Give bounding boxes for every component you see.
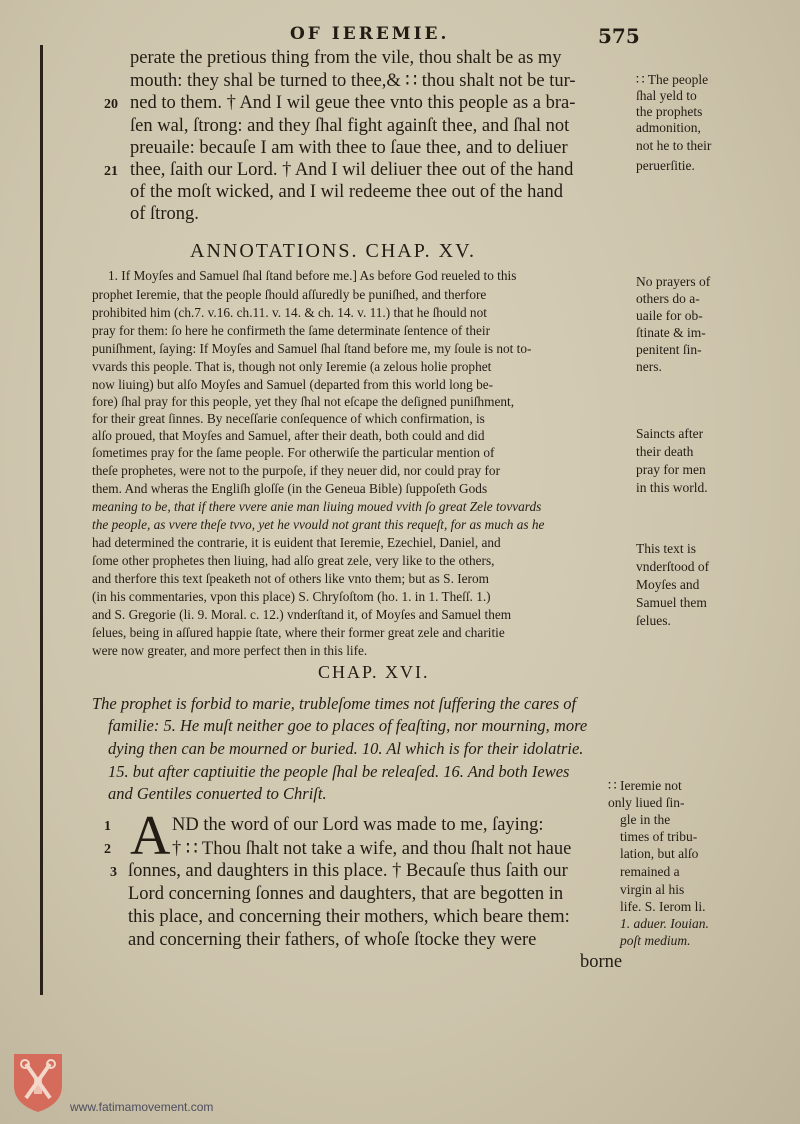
margin-note-line: peruerſitie. [636, 158, 695, 173]
margin-note-line: times of tribu- [620, 829, 698, 844]
margin-note-line: ſtinate & im- [636, 325, 706, 340]
margin-note-line: No prayers of [636, 274, 711, 289]
margin-note-line: only liued ſin- [608, 795, 685, 810]
keys-shield-logo-icon [12, 1052, 64, 1114]
annotation-line: prohibited him (ch.7. v.16. ch.11. v. 14. & ch. 14. v. 11.) that he ſhould not [92, 305, 487, 320]
margin-note-line: ners. [636, 359, 662, 374]
text-line: this place, and concerning their mothers, which beare them: [128, 907, 570, 927]
text-line: † ∷ Thou ſhalt not take a wife, and thou ſhalt not haue [172, 839, 572, 859]
annotation-line: had determined the contrarie, it is euident that Ieremie, Ezechiel, Daniel, and [92, 535, 501, 550]
text-line: preuaile: becauſe I am with thee to ſaue thee, and to deliuer [130, 138, 568, 158]
margin-note-line: gle in the [620, 812, 671, 827]
margin-note-line: others do a- [636, 291, 700, 306]
argument-line: familie: 5. He muſt neither goe to places of feaſting, nor mourning, more [108, 716, 588, 735]
annotation-line: and therfore this text ſpeaketh not of others like vnto them; but as S. Ierom [92, 571, 489, 586]
margin-note-line: Saincts after [636, 426, 704, 441]
annotation-line: theſe prophetes, were not to the purpoſe, if they neuer did, nor could pray for [92, 463, 501, 478]
annotation-line: (in his commentaries, vpon this place) S. Chryſoſtom (ho. 1. in 1. Theſſ. 1.) [92, 589, 491, 604]
text-line: Lord concerning ſonnes and daughters, that are begotten in [128, 884, 564, 904]
argument-line: The prophet is forbid to marie, trubleſome times not ſuffering the cares of [92, 694, 577, 713]
verse-number: 3 [110, 865, 117, 880]
margin-note-line: virgin al his [620, 882, 685, 897]
verse-number: 21 [104, 164, 118, 179]
margin-note-line: 1. aduer. Iouian. [620, 916, 709, 931]
annotation-line: vvards this people. That is, though not only Ieremie (a zelous holie prophet [92, 359, 492, 374]
margin-note-line: ∷ The people [636, 72, 709, 87]
margin-note-line: in this world. [636, 480, 708, 495]
margin-note-line: ∷ Ieremie not [608, 778, 682, 793]
page-number: 575 [598, 24, 640, 48]
margin-note-line: admonition, [636, 120, 701, 135]
running-title: OF IEREMIE. [290, 24, 450, 44]
margin-note-line: lation, but alſo [620, 846, 699, 861]
argument-line: 15. but after captiuitie the people ſhal be releaſed. 16. And both Iewes [108, 762, 570, 781]
margin-note-line: poſt medium. [620, 933, 691, 948]
margin-note-line: not he to their [636, 138, 712, 153]
annotation-line: ſometimes pray for the ſame people. For otherwiſe the particular mention of [92, 445, 495, 460]
annotation-line: now liuing) but alſo Moyſes and Samuel (departed from this world long be- [92, 377, 494, 392]
annotation-line: fore) ſhal pray for this people, yet they ſhal not eſcape the deſigned puniſhment, [92, 394, 515, 409]
catchword: borne [580, 952, 623, 972]
margin-note-line: the prophets [636, 104, 703, 119]
margin-note-line: remained a [620, 864, 680, 879]
website-watermark: www.fatimamovement.com [70, 1100, 214, 1114]
annotation-line: 1. If Moyſes and Samuel ſhal ſtand before me.] As before God reueled to this [108, 268, 517, 283]
annotation-line: puniſhment, ſaying: If Moyſes and Samuel ſhal ſtand before me, my ſoule is not to- [92, 341, 532, 356]
text-line: of ſtrong. [130, 204, 199, 224]
annotation-line: them. And wheras the Engliſh gloſſe (in the Geneua Bible) ſuppoſeth Gods [92, 481, 488, 496]
argument-line: and Gentiles conuerted to Chriſt. [108, 784, 327, 803]
margin-note-line: uaile for ob- [636, 308, 703, 323]
text-line: thee, ſaith our Lord. † And I wil deliuer thee out of the hand [130, 160, 574, 180]
margin-note-line: penitent ſin- [636, 342, 702, 357]
annotation-line: for their great ſinnes. By neceſſarie conſequence of which confirmation, is [92, 411, 485, 426]
annotation-line: ſome other prophetes then liuing, had alſo great zele, very like to the others, [92, 553, 495, 568]
annotation-line: and S. Gregorie (li. 9. Moral. c. 12.) vnderſtand it, of Moyſes and Samuel them [92, 607, 512, 622]
text-line: ſen wal, ſtrong: and they ſhal fight againſt thee, and ſhal not [130, 116, 570, 136]
annotation-line: pray for them: ſo here he confirmeth the ſame determinate ſentence of their [92, 323, 490, 338]
text-line: ned to them. † And I wil geue thee vnto this people as a bra- [130, 93, 576, 113]
text-line: and concerning their fathers, of whoſe ſtocke they were [128, 930, 537, 950]
verse-number: 2 [104, 842, 111, 857]
annotation-line: the people, as vvere theſe tvvo, yet he vvould not grant this requeſt, for as much as he [92, 517, 545, 532]
text-line: perate the pretious thing from the vile, thou shalt be as my [130, 48, 562, 68]
margin-note-line: This text is [636, 541, 696, 556]
annotation-line: ſelues, being in aſſured happie ſtate, where their former great zele and charitie [92, 625, 505, 640]
margin-note-line: ſelues. [636, 613, 671, 628]
annotations-heading: ANNOTATIONS. CHAP. XV. [190, 240, 476, 262]
margin-note-line: Moyſes and [636, 577, 700, 592]
margin-note-line: life. S. Ierom li. [620, 899, 706, 914]
left-margin-rule [40, 45, 43, 995]
text-line: of the moſt wicked, and I wil redeeme thee out of the hand [130, 182, 564, 202]
text-line: ND the word of our Lord was made to me, ſaying: [172, 815, 544, 835]
annotation-line: prophet Ieremie, that the people ſhould aſſuredly be puniſhed, and therfore [92, 287, 487, 302]
margin-note-line: pray for men [636, 462, 706, 477]
text-line: mouth: they shal be turned to thee,& ∷ thou shalt not be tur- [130, 71, 576, 91]
annotation-line: meaning to be, that if there vvere aniе man liuing moued vvith ſo great Zele tovvards [92, 499, 542, 514]
verse-number: 1 [104, 819, 111, 834]
margin-note-line: Samuel them [636, 595, 707, 610]
text-line: ſonnes, and daughters in this place. † Becauſe thus ſaith our [128, 861, 568, 881]
argument-line: dying then can be mourned or buried. 10. Al which is for their idolatrie. [108, 739, 584, 758]
drop-cap: A [130, 805, 171, 867]
annotation-line: alſo proued, that Moyſes and Samuel, after their death, both could and did [92, 428, 485, 443]
margin-note-line: vnderſtood of [636, 559, 710, 574]
verse-number: 20 [104, 97, 118, 112]
margin-note-line: ſhal yeld to [636, 88, 697, 103]
annotation-line: were now greater, and more perfect then in this life. [92, 643, 368, 658]
margin-note-line: their death [636, 444, 694, 459]
chapter-heading: CHAP. XVI. [318, 662, 430, 682]
